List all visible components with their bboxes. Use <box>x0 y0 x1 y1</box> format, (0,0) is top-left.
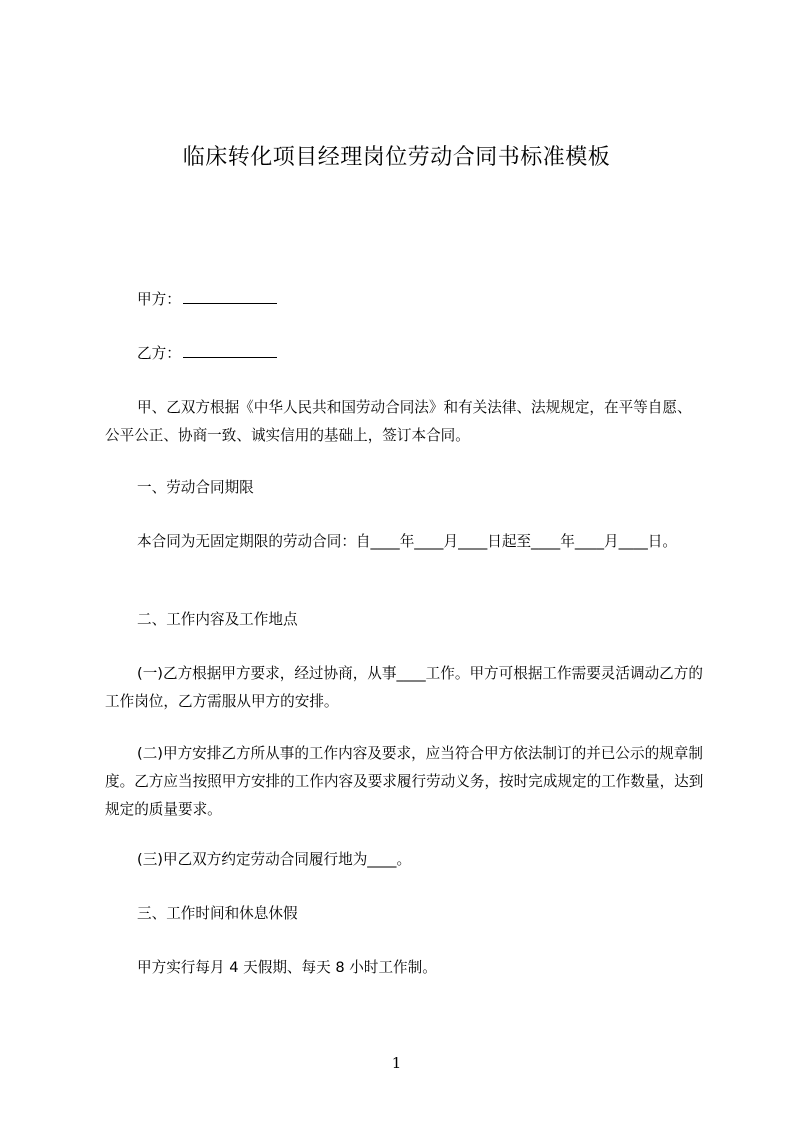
section3-heading: 三、工作时间和休息休假 <box>137 905 298 922</box>
section2-item1: (一)乙方根据甲方要求，经过协商，从事____工作。甲方可根据工作需要灵活调动乙方的工作岗位，乙方需服从甲方的安排。 <box>105 665 703 710</box>
section2-item2: (二)甲方安排乙方所从事的工作内容及要求，应当符合甲方依法制订的并已公示的规章制度。乙方应当按照甲方安排的工作内容及要求履行劳动义务，按时完成规定的工作数量，达到规定的质量要求。 <box>105 745 704 818</box>
page-number: 1 <box>391 1054 402 1072</box>
party-a-line <box>105 286 705 314</box>
party-a-blank <box>183 289 277 304</box>
section2-heading: 二、工作内容及工作地点 <box>137 611 298 628</box>
section2-item3: (三)甲乙双方约定劳动合同履行地为____。 <box>137 851 412 868</box>
party-b-blank <box>183 343 277 358</box>
section3-text: 甲方实行每月 4 天假期、每天 8 小时工作制。 <box>137 959 437 976</box>
section1-text: 本合同为无固定期限的劳动合同：自____年____月____日起至____年____月____日。 <box>137 533 677 550</box>
party-a-label: 甲方： <box>137 291 181 308</box>
party-b-line <box>105 340 705 368</box>
document-title: 临床转化项目经理岗位劳动合同书标准模板 <box>182 145 611 170</box>
section1-heading: 一、劳动合同期限 <box>137 479 254 496</box>
preamble-paragraph: 甲、乙双方根据《中华人民共和国劳动合同法》和有关法律、法规规定，在平等自愿、公平公正、协商一致、诚实信用的基础上，签订本合同。 <box>105 399 692 444</box>
party-b-label: 乙方： <box>137 345 181 362</box>
